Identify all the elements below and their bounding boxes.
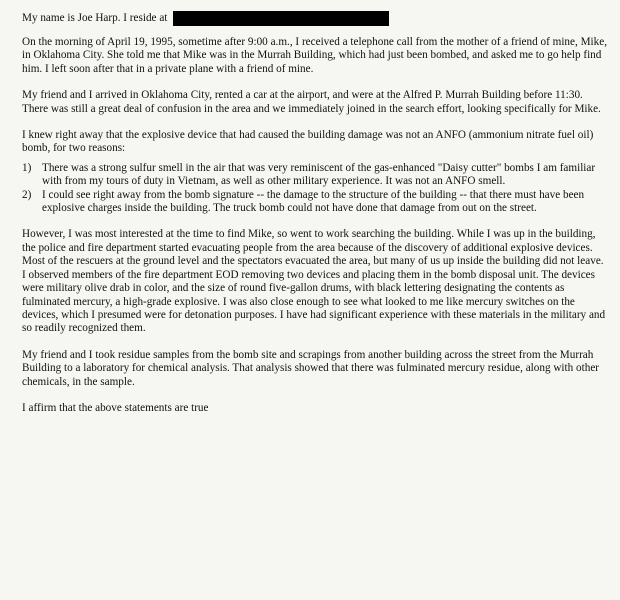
paragraph-evacuation: However, I was most interested at the time to find Mike, so went to work searching the building. While I was up in the building, the police and fire department started evacuating people from the area because of the discovery of additional explosive devices. Most of the rescuers at the ground level and the spectators evacuated the area, but many of us up inside the building did not leave. I observed members of the fire department EOD removing two devices and placing them in the bomb disposal unit. The devices were military olive drab in color, and the size of round five-gallon drums, with black lettering designating the contents as fulminated mercury, a high-grade explosive. I was also close enough to see what looked to me like mercury switches on the devices, which I presumed were for detonation purposes. I have had significant experience with these materials in the military and so readily recognized them.	[22, 228, 606, 335]
reasons-list	[22, 162, 610, 216]
paragraph-arrival: My friend and I arrived in Oklahoma City, rented a car at the airport, and were at the Alfred P. Murrah Building before 11:30. There was still a great deal of confusion in the area and we immediately joined in the search effort, looking specifically for Mike.	[22, 89, 601, 115]
paragraph-affirmation: I affirm that the above statements are true	[22, 401, 209, 414]
paragraph-samples: My friend and I took residue samples from the bomb site and scrapings from another building across the street from the Murrah Building to a laboratory for chemical analysis. That analysis showed that there was fulminated mercury residue, along with other chemicals, in the sample.	[22, 348, 600, 388]
list-item	[22, 162, 610, 189]
intro-text: My name is Joe Harp. I reside at	[22, 11, 168, 24]
list-text: There was a strong sulfur smell in the air that was very reminiscent of the gas-enhanced "Daisy cutter" bombs I am familiar with from my tours of duty in Vietnam, as well as other military experience. It was not an ANFO smell.	[42, 161, 596, 188]
paragraph-phone-call: On the morning of April 19, 1995, sometime after 9:00 a.m., I received a telephone call from the mother of a friend of mine, Mike, in Oklahoma City. She told me that Mike was in the Murrah Building, which had just been bombed, and asked me to go help find him. I left soon after that in a private plane with a friend of mine.	[22, 36, 607, 75]
list-number: 1)	[22, 161, 32, 174]
intro-line	[22, 11, 610, 26]
list-item	[22, 189, 610, 216]
redacted-address	[173, 11, 389, 26]
list-number: 2)	[22, 188, 32, 201]
list-text: I could see right away from the bomb signature -- the damage to the structure of the building -- that there must have been explosive charges inside the building. The truck bomb could not have done that damage from out on the street.	[42, 188, 585, 215]
paragraph-not-anfo: I knew right away that the explosive device that had caused the building damage was not an ANFO (ammonium nitrate fuel oil) bomb, for two reasons:	[22, 129, 594, 155]
